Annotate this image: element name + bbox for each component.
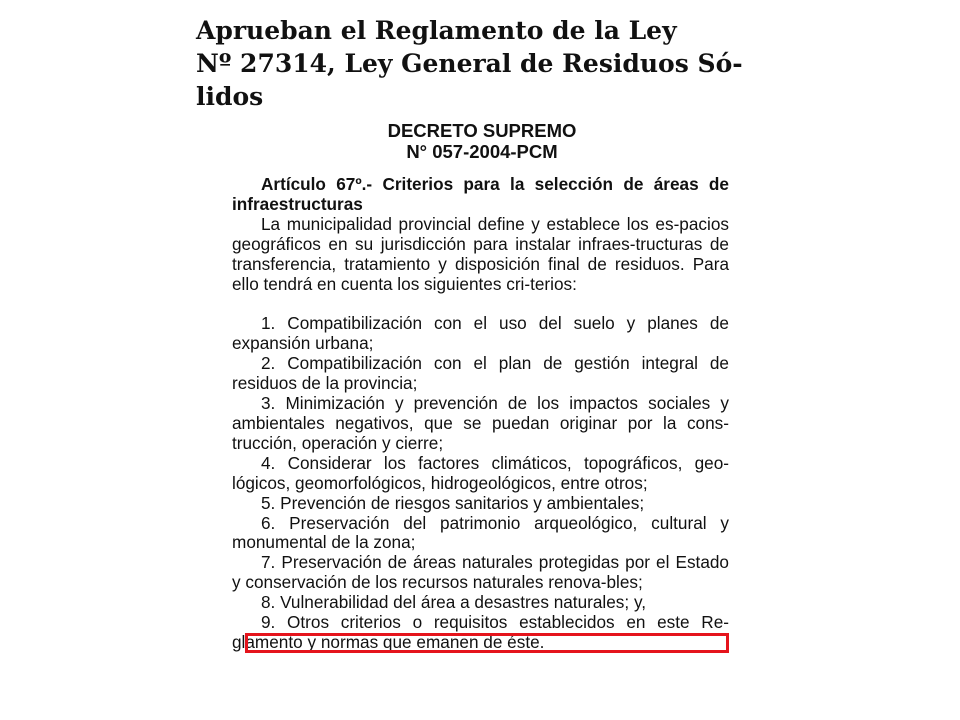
title-line: Aprueban el Reglamento de la Ley bbox=[196, 16, 677, 45]
title-line: lidos bbox=[196, 82, 264, 111]
article-heading: Artículo 67º.- Criterios para la selección de áreas de infraestructuras bbox=[232, 174, 729, 214]
criterion-item: 6. Preservación del patrimonio arqueológico, cultural y monumental de la zona; bbox=[232, 512, 729, 553]
criterion-item: 2. Compatibilización con el plan de gestión integral de residuos de la provincia; bbox=[232, 353, 729, 394]
article-body bbox=[232, 175, 729, 653]
criterion-item: 5. Prevención de riesgos sanitarios y ambientales; bbox=[261, 492, 645, 513]
criterion-item: 7. Preservación de áreas naturales protegidas por el Estado y conservación de los recursos naturales renova-bles; bbox=[232, 552, 729, 593]
article-intro: La municipalidad provincial define y establece los es-pacios geográficos en su jurisdicción para instalar infraes-tructuras de transferencia, tratamiento y disposición final de residuos. Para ello tendrá en cuenta los siguientes cri-terios: bbox=[232, 213, 729, 294]
criterion-item-highlighted: 8. Vulnerabilidad del área a desastres naturales; y, bbox=[261, 592, 647, 613]
criterion-item: 9. Otros criterios o requisitos establecidos en este Re-glamento y normas que emanen de éste. bbox=[232, 612, 729, 652]
paragraph-spacer bbox=[232, 294, 729, 314]
criterion-item: 4. Considerar los factores climáticos, topográficos, geo-lógicos, geomorfológicos, hidrogeológicos, entre otros; bbox=[232, 452, 729, 493]
document-title bbox=[196, 14, 771, 113]
highlight-box bbox=[245, 633, 729, 653]
decree-heading bbox=[232, 120, 732, 162]
decree-type: DECRETO SUPREMO bbox=[387, 120, 577, 141]
criterion-item: 3. Minimización y prevención de los impactos sociales y ambientales negativos, que se puedan originar por la cons-trucción, operación y cierre; bbox=[232, 393, 729, 453]
title-line: Nº 27314, Ley General de Residuos Só- bbox=[196, 49, 743, 78]
decree-number: N° 057-2004-PCM bbox=[406, 141, 558, 162]
criterion-item: 1. Compatibilización con el uso del suelo y planes de expansión urbana; bbox=[232, 313, 729, 354]
